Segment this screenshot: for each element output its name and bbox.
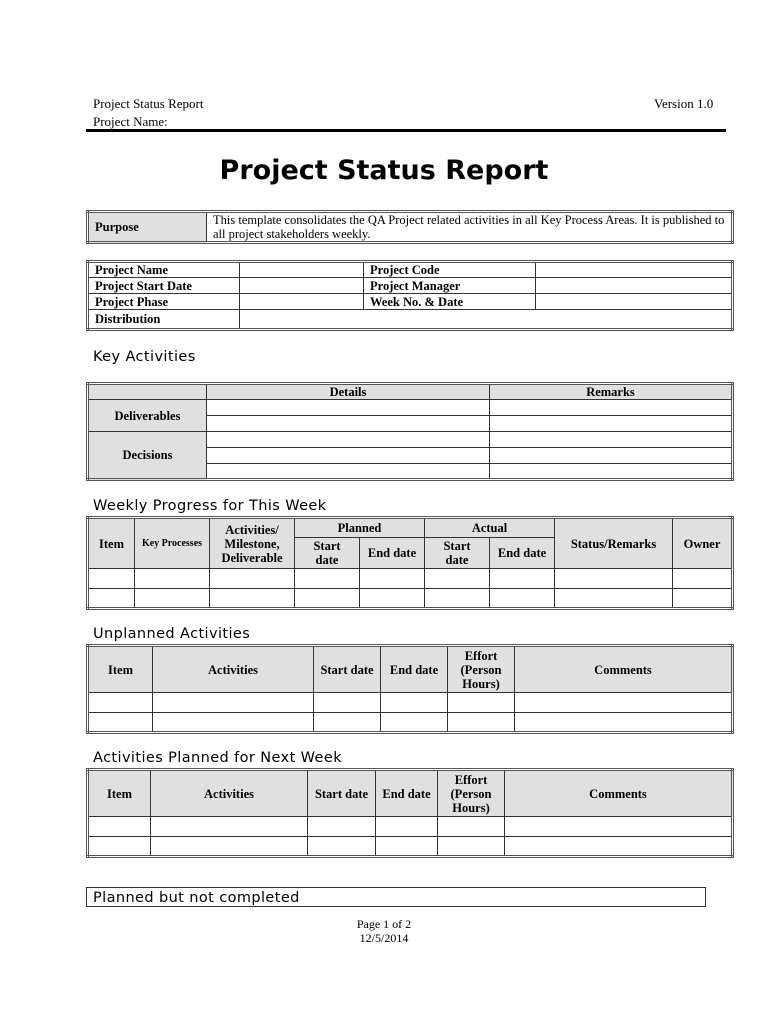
project-phase-value[interactable] — [240, 294, 364, 310]
weekly-cell[interactable] — [490, 589, 555, 609]
unplanned-cell[interactable] — [448, 713, 515, 733]
decisions-remark-cell[interactable] — [490, 448, 733, 464]
weekly-cell[interactable] — [555, 569, 673, 589]
purpose-table — [86, 210, 734, 244]
unplanned-cell[interactable] — [381, 713, 448, 733]
decisions-label: Decisions — [88, 432, 207, 480]
weekly-actual-end-header: End date — [490, 538, 555, 569]
unplanned-cell[interactable] — [314, 713, 381, 733]
key-activities-corner — [88, 384, 207, 400]
weekly-planned-header: Planned — [295, 518, 425, 538]
weekly-planned-start-header: Start date — [295, 538, 360, 569]
unplanned-cell[interactable] — [153, 713, 314, 733]
decisions-detail-cell[interactable] — [207, 432, 490, 448]
week-date-value[interactable] — [536, 294, 733, 310]
distribution-value[interactable] — [240, 310, 733, 330]
weekly-activities-header: Activities/ Milestone, Deliverable — [210, 518, 295, 569]
next-week-cell[interactable] — [308, 817, 376, 837]
weekly-cell[interactable] — [210, 589, 295, 609]
weekly-progress-table — [86, 516, 734, 610]
unplanned-cell[interactable] — [88, 713, 153, 733]
project-info-table — [86, 260, 734, 331]
next-week-cell[interactable] — [308, 837, 376, 857]
footer-page-number: Page 1 of 2 — [356, 917, 412, 931]
unplanned-cell[interactable] — [515, 713, 733, 733]
unplanned-cell[interactable] — [515, 693, 733, 713]
next-week-item-header: Item — [88, 770, 151, 817]
weekly-cell[interactable] — [673, 589, 733, 609]
next-week-end-header: End date — [376, 770, 438, 817]
weekly-cell[interactable] — [210, 569, 295, 589]
weekly-actual-start-header: Start date — [425, 538, 490, 569]
header-version: Version 1.0 — [654, 96, 714, 111]
next-week-cell[interactable] — [151, 817, 308, 837]
weekly-cell[interactable] — [673, 569, 733, 589]
key-activities-heading: Key Activities — [93, 349, 196, 365]
project-name-value[interactable] — [240, 262, 364, 278]
deliverables-remark-cell[interactable] — [490, 416, 733, 432]
weekly-planned-end-header: End date — [360, 538, 425, 569]
distribution-label: Distribution — [88, 310, 240, 330]
project-start-date-label: Project Start Date — [88, 278, 240, 294]
decisions-detail-cell[interactable] — [207, 464, 490, 480]
next-week-start-header: Start date — [308, 770, 376, 817]
page-title: Project Status Report — [219, 155, 549, 186]
decisions-remark-cell[interactable] — [490, 432, 733, 448]
deliverables-label: Deliverables — [88, 400, 207, 432]
header-rule — [86, 129, 726, 132]
footer-date: 12/5/2014 — [359, 931, 409, 945]
header-project-name-label: Project Name: — [93, 114, 168, 129]
unplanned-effort-header: Effort (Person Hours) — [448, 646, 515, 693]
next-week-cell[interactable] — [438, 817, 505, 837]
unplanned-start-header: Start date — [314, 646, 381, 693]
next-week-effort-header: Effort (Person Hours) — [438, 770, 505, 817]
unplanned-activities-header: Activities — [153, 646, 314, 693]
weekly-actual-header: Actual — [425, 518, 555, 538]
next-week-cell[interactable] — [88, 837, 151, 857]
planned-not-completed-heading: Planned but not completed — [86, 887, 706, 907]
unplanned-cell[interactable] — [381, 693, 448, 713]
weekly-progress-heading: Weekly Progress for This Week — [93, 498, 327, 514]
weekly-cell[interactable] — [295, 589, 360, 609]
weekly-cell[interactable] — [135, 569, 210, 589]
weekly-cell[interactable] — [425, 589, 490, 609]
unplanned-cell[interactable] — [448, 693, 515, 713]
weekly-cell[interactable] — [555, 589, 673, 609]
next-week-heading: Activities Planned for Next Week — [93, 750, 342, 766]
weekly-cell[interactable] — [88, 589, 135, 609]
next-week-cell[interactable] — [438, 837, 505, 857]
unplanned-end-header: End date — [381, 646, 448, 693]
weekly-status-header: Status/Remarks — [555, 518, 673, 569]
next-week-table — [86, 768, 734, 858]
project-start-date-value[interactable] — [240, 278, 364, 294]
week-date-label: Week No. & Date — [364, 294, 536, 310]
unplanned-cell[interactable] — [153, 693, 314, 713]
weekly-cell[interactable] — [88, 569, 135, 589]
project-manager-value[interactable] — [536, 278, 733, 294]
key-activities-table — [86, 382, 734, 481]
unplanned-comments-header: Comments — [515, 646, 733, 693]
purpose-label: Purpose — [88, 212, 207, 243]
project-phase-label: Project Phase — [88, 294, 240, 310]
next-week-cell[interactable] — [88, 817, 151, 837]
next-week-cell[interactable] — [376, 837, 438, 857]
weekly-cell[interactable] — [360, 569, 425, 589]
unplanned-cell[interactable] — [88, 693, 153, 713]
weekly-cell[interactable] — [360, 589, 425, 609]
deliverables-detail-cell[interactable] — [207, 416, 490, 432]
next-week-cell[interactable] — [376, 817, 438, 837]
project-manager-label: Project Manager — [364, 278, 536, 294]
project-code-label: Project Code — [364, 262, 536, 278]
weekly-cell[interactable] — [135, 589, 210, 609]
purpose-text: This template consolidates the QA Project related activities in all Key Process Areas. It is published to all project stakeholders weekly. — [207, 212, 733, 243]
project-code-value[interactable] — [536, 262, 733, 278]
deliverables-detail-cell[interactable] — [207, 400, 490, 416]
decisions-detail-cell[interactable] — [207, 448, 490, 464]
unplanned-item-header: Item — [88, 646, 153, 693]
weekly-owner-header: Owner — [673, 518, 733, 569]
unplanned-cell[interactable] — [314, 693, 381, 713]
next-week-cell[interactable] — [505, 817, 733, 837]
weekly-item-header: Item — [88, 518, 135, 569]
decisions-remark-cell[interactable] — [490, 464, 733, 480]
next-week-cell[interactable] — [505, 837, 733, 857]
weekly-cell[interactable] — [425, 569, 490, 589]
unplanned-heading: Unplanned Activities — [93, 626, 251, 642]
unplanned-table — [86, 644, 734, 734]
project-name-label: Project Name — [88, 262, 240, 278]
weekly-key-processes-header: Key Processes — [135, 518, 210, 569]
next-week-comments-header: Comments — [505, 770, 733, 817]
next-week-cell[interactable] — [151, 837, 308, 857]
deliverables-remark-cell[interactable] — [490, 400, 733, 416]
remarks-header: Remarks — [490, 384, 733, 400]
weekly-cell[interactable] — [295, 569, 360, 589]
details-header: Details — [207, 384, 490, 400]
header-doc-title: Project Status Report — [93, 96, 204, 111]
weekly-cell[interactable] — [490, 569, 555, 589]
next-week-activities-header: Activities — [151, 770, 308, 817]
